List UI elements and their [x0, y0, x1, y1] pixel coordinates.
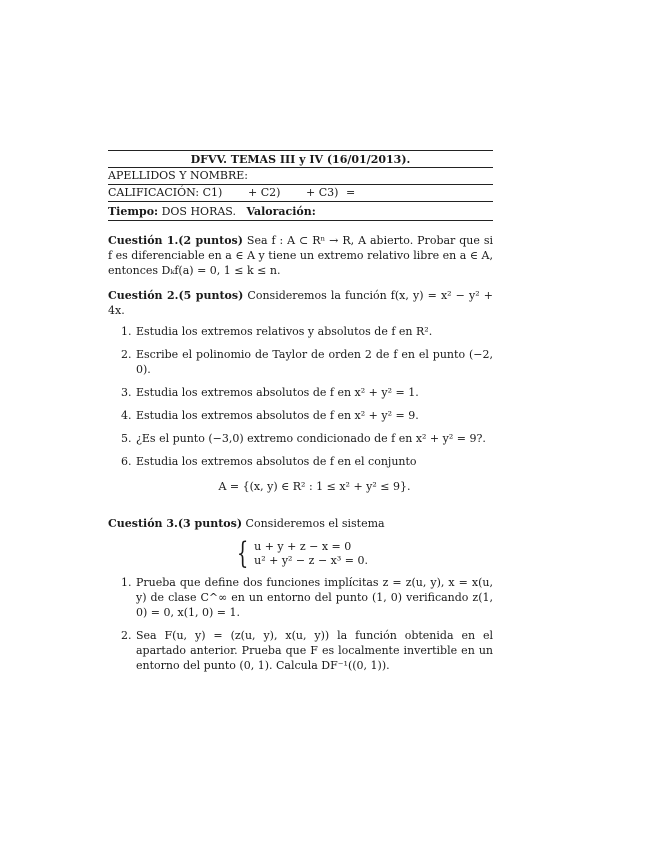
- valuation-label: Valoración:: [246, 205, 316, 218]
- set-definition: A = {(x, y) ∈ R² : 1 ≤ x² + y² ≤ 9}.: [218, 480, 411, 493]
- time-row: [108, 204, 493, 220]
- name-row: [108, 168, 493, 184]
- question-1-text: Sea f : A ⊂ Rⁿ → R, A abierto. Probar que si f es diferenciable en a ∈ A y tiene un extremo relativo libre en a ∈ A, entonces Dₖf(a) = 0, 1 ≤ k ≤ n.: [108, 234, 493, 277]
- exam-title: DFVV. TEMAS III y IV (16/01/2013).: [190, 153, 411, 166]
- exam-page: [108, 150, 493, 681]
- question-3-lead: Cuestión 3.(3 puntos): [108, 517, 243, 530]
- brace-icon: {: [236, 536, 249, 571]
- equation-system: [108, 536, 493, 571]
- grade-c3: + C3): [306, 186, 339, 199]
- list-item: 6. Estudia los extremos absolutos de f en el conjunto A = {(x, y) ∈ R² : 1 ≤ x² + y² ≤ 9}.: [108, 454, 493, 494]
- equation-2: u² + y² − z − x³ = 0.: [254, 554, 368, 567]
- rule: [108, 201, 493, 202]
- list-item: 3. Estudia los extremos absolutos de f en x² + y² = 1.: [121, 386, 419, 399]
- grade-label: CALIFICACIÓN: C1): [108, 186, 223, 199]
- time-label: Tiempo:: [108, 205, 159, 218]
- list-item: 4. Estudia los extremos absolutos de f en x² + y² = 9.: [121, 409, 419, 422]
- question-2: [108, 288, 493, 494]
- question-1: [108, 233, 493, 278]
- grade-eq: =: [346, 186, 356, 199]
- question-3-intro: Consideremos el sistema: [245, 517, 385, 530]
- list-item: 5. ¿Es el punto (−3,0) extremo condicionado de f en x² + y² = 9?.: [121, 432, 486, 445]
- grade-row: [108, 185, 493, 201]
- question-1-lead: Cuestión 1.(2 puntos): [108, 234, 243, 247]
- list-item: 1. Prueba que define dos funciones implícitas z = z(u, y), x = x(u, y) de clase C^∞ en un entorno del punto (1, 0) verificando z(1, 0) = 0, x(1, 0) = 1.: [121, 576, 493, 619]
- list-item: 2. Escribe el polinomio de Taylor de orden 2 de f en el punto (−2, 0).: [121, 348, 493, 376]
- list-item: 1. Estudia los extremos relativos y absolutos de f en R².: [121, 325, 433, 338]
- question-3-items: [108, 575, 493, 673]
- question-3: [108, 516, 493, 673]
- question-2-items: [108, 324, 493, 494]
- question-2-intro: Consideremos la función f(x, y) = x² − y² + 4x.: [108, 289, 493, 317]
- bottom-rule: [108, 220, 493, 221]
- time-value: DOS HORAS.: [161, 205, 236, 218]
- equation-1: u + y + z − x = 0: [254, 540, 352, 553]
- list-item: 2. Sea F(u, y) = (z(u, y), x(u, y)) la función obtenida en el apartado anterior. Prueba que F es localmente invertible en un entorno del punto (0, 1). Calcula DF⁻¹((0, 1)).: [121, 629, 493, 672]
- question-2-lead: Cuestión 2.(5 puntos): [108, 289, 244, 302]
- name-label: APELLIDOS Y NOMBRE:: [108, 169, 248, 182]
- grade-c2: + C2): [248, 186, 281, 199]
